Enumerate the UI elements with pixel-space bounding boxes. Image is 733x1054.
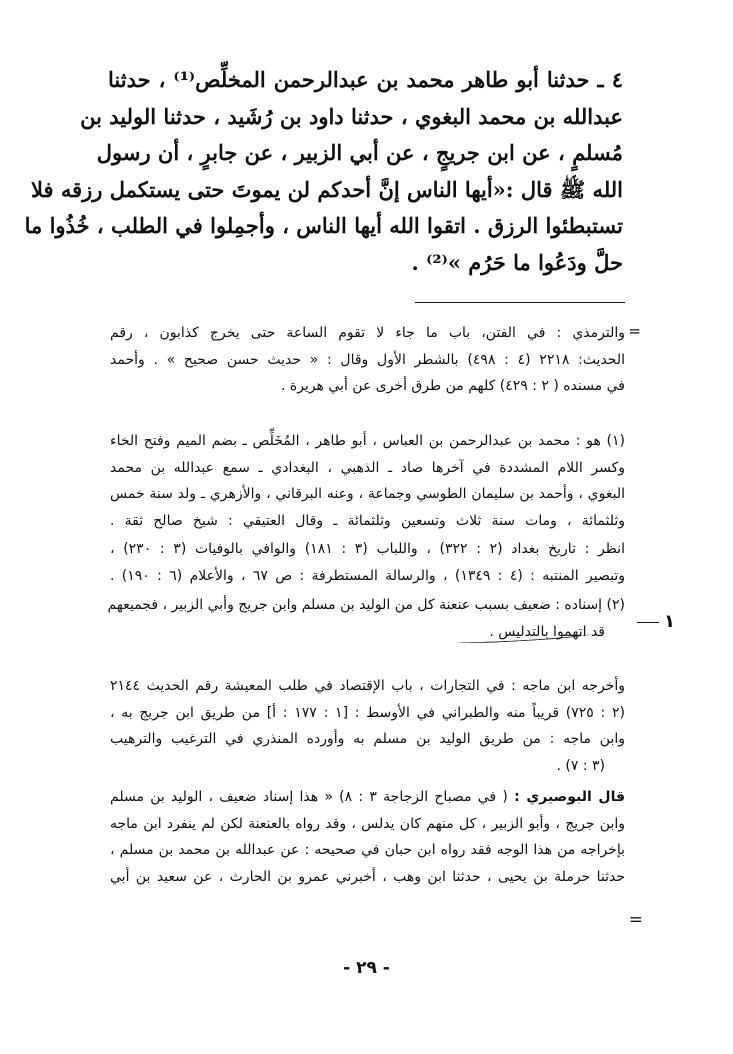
footnote-line: في مسنده ( ٢ : ٤٢٩) كلهم من طرق أخرى عن أبي هريرة . bbox=[280, 378, 625, 394]
footnote-2-takhrij bbox=[110, 673, 625, 779]
footnote-line: الحديث: ٢٢١٨ (٤ : ٤٩٨) بالشطر الأول وقال : « حديث حسن صحيح » . وأحمد bbox=[110, 351, 625, 368]
hadith-main-text bbox=[24, 62, 623, 281]
main-text-line: مُسلمٍ ، عن ابن جريجٍ ، عن أبي الزبير ، عن جابرٍ ، أن رسول bbox=[96, 140, 623, 165]
footnote-line: حدثنا حرملة بن يحيى ، حدثنا ابن وهب ، أخبرني عمرو بن الحارث ، عن سعيد بن أبي bbox=[110, 868, 625, 885]
footnote-line: وتبصير المنتبه : (٤ : ١٣٤٩) ، والرسالة المستطرفة : ص ٦٧ ، والأعلام (٦ : ١٩٠) . bbox=[110, 567, 625, 584]
footnote-line: وثلثمائة ، ومات سنة ثلاث وتسعين وثلثمائة ـ وقال العتيقي : شيخ صالح ثقة . bbox=[110, 512, 625, 529]
footnote-line: وابن جريج ، وأبو الزبير ، كل منهم كان يدلس ، وقد رواه بالعنعنة لكن لم ينفرد ابن ماجه bbox=[110, 815, 625, 832]
main-text-line: تستبطئوا الرزق . اتقوا الله أيها الناس ، وأجمِلوا في الطلب ، خُذُوا ما bbox=[24, 213, 623, 238]
main-text-line: عبدالله بن محمد البغوي ، حدثنا داود بن رُشَيد ، حدثنا الوليد بن bbox=[80, 103, 623, 129]
footnote-line: قد اتهموا بالتدليس . bbox=[489, 623, 605, 640]
footnote-line: والترمذي : في الفتن، باب ما جاء لا تقوم الساعة حتى يخرج كذابون ، رقم bbox=[110, 325, 625, 341]
footnote-separator bbox=[415, 302, 625, 303]
footnote-line: وأخرجه ابن ماجه : في التجارات ، باب الإقتصاد في طلب المعيشة رقم الحديث ٢١٤٤ bbox=[110, 678, 625, 694]
footnote-line: (٢ : ٧٢٥) قريباً منه والطبراني في الأوسط : [١ : ١٧٧ : أ] من طريق ابن جريج به ، bbox=[110, 704, 625, 721]
footnote-continuation bbox=[110, 320, 625, 400]
footnote-line: انظر : تاريخ بغداد (٢ : ٣٢٢) ، واللباب (٣ : ١٨١) والوافي بالوفيات (٣ : ٢٣٠) ، bbox=[110, 541, 625, 557]
footnote-1-references bbox=[110, 536, 625, 589]
page-number: - ٢٩ - bbox=[343, 958, 390, 978]
footnote-2-busiri bbox=[110, 784, 625, 890]
main-text-line: ٤ ـ حدثنا أبو طاهر محمد بن عبدالرحمن المخلِّص⁽¹⁾ ، حدثنا bbox=[108, 67, 623, 92]
footnote-line: (٢) إسناده : ضعيف بسبب عنعنة كل من الوليد بن مسلم وابن جريج وأبي الزبير ، فجميعهم bbox=[107, 597, 625, 613]
footnote-line: (١) هو : محمد بن عبدالرحمن بن العباس ، أبو طاهر ، المُخَلِّص ـ بضم الميم وفتح الخاء bbox=[110, 433, 625, 449]
continuation-mark-bottom: = bbox=[628, 910, 643, 930]
handwritten-margin-dash bbox=[637, 622, 659, 623]
busiri-line-text: ( في مصباح الزجاجة ٣ : ٨) « هذا إسناد ضعيف ، الوليد بن مسلم bbox=[110, 789, 515, 805]
footnote-line: البغوي ، وأحمد بن سليمان الطوسي وجماعة ، وعنه البرقاني ، والأزهري ـ ولد سنة خمس bbox=[110, 486, 625, 502]
footnote-line: بإخراجه من هذا الوجه فقد رواه ابن حبان في صحيحه : عن عبدالله بن محمد بن مسلم ، bbox=[110, 842, 625, 858]
footnote-1 bbox=[110, 428, 625, 534]
footnote-line bbox=[110, 784, 625, 811]
busiri-lead: قال البوصيري : bbox=[514, 789, 625, 805]
continuation-mark-top: = bbox=[628, 322, 641, 340]
footnote-line: (٣ : ٧) . bbox=[556, 757, 605, 774]
footnote-line: وكسر اللام المشددة في آخرها صاد ـ الذهبي ، البغدادي ـ سمع عبدالله بن محمد bbox=[110, 459, 625, 476]
main-text-line: الله ﷺ قال :«أيها الناس إنَّ أحدكم لن يموتَ حتى يستكمل رزقه فلا bbox=[30, 176, 623, 202]
handwritten-margin-note: ١ bbox=[664, 611, 675, 632]
footnote-line: وابن ماجه : من طريق الوليد بن مسلم به وأورده المنذري في الترغيب والترهيب bbox=[110, 731, 625, 747]
main-text-line: حلَّ ودَعُوا ما حَرُم »⁽²⁾ . bbox=[411, 249, 623, 275]
